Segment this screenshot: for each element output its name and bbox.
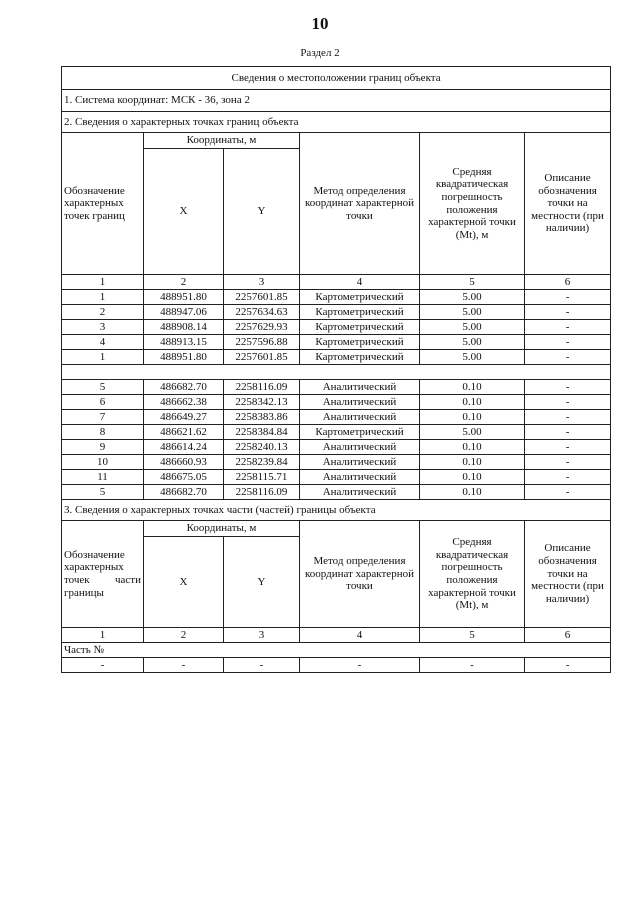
point-y: 2258115.71 bbox=[224, 470, 300, 485]
point-method: Аналитический bbox=[300, 440, 420, 455]
point-id: 10 bbox=[62, 455, 144, 470]
col-number: 5 bbox=[420, 628, 525, 643]
point-description: - bbox=[525, 350, 611, 365]
point-row bbox=[62, 425, 611, 440]
col-number: 1 bbox=[62, 275, 144, 290]
point-description: - bbox=[525, 410, 611, 425]
point-x: 486662.38 bbox=[144, 395, 224, 410]
col-number: 3 bbox=[224, 628, 300, 643]
header-coordinates: Координаты, м bbox=[144, 133, 300, 149]
point-x: 488951.80 bbox=[144, 350, 224, 365]
col-number: 6 bbox=[525, 275, 611, 290]
part-label: Часть № bbox=[62, 643, 611, 658]
part-cell: - bbox=[224, 658, 300, 673]
point-row bbox=[62, 410, 611, 425]
point-id: 3 bbox=[62, 320, 144, 335]
point-x: 486621.62 bbox=[144, 425, 224, 440]
part-cell: - bbox=[144, 658, 224, 673]
point-row bbox=[62, 485, 611, 500]
point-method: Аналитический bbox=[300, 485, 420, 500]
point-id: 1 bbox=[62, 290, 144, 305]
col-number: 4 bbox=[300, 275, 420, 290]
point-y: 2257629.93 bbox=[224, 320, 300, 335]
section-label: Раздел 2 bbox=[300, 47, 340, 59]
point-y: 2258383.86 bbox=[224, 410, 300, 425]
point-x: 486682.70 bbox=[144, 380, 224, 395]
point-method: Аналитический bbox=[300, 410, 420, 425]
point-method: Картометрический bbox=[300, 305, 420, 320]
point-row bbox=[62, 470, 611, 485]
point-accuracy: 5.00 bbox=[420, 290, 525, 305]
point-row bbox=[62, 380, 611, 395]
header-method: Метод определения координат характерной точки bbox=[300, 133, 420, 275]
point-description: - bbox=[525, 440, 611, 455]
point-id: 4 bbox=[62, 335, 144, 350]
point-accuracy: 5.00 bbox=[420, 425, 525, 440]
page-number: 10 bbox=[311, 14, 329, 33]
col-number: 5 bbox=[420, 275, 525, 290]
point-y: 2257601.85 bbox=[224, 290, 300, 305]
point-row bbox=[62, 320, 611, 335]
point-y: 2258240.13 bbox=[224, 440, 300, 455]
point-id: 5 bbox=[62, 485, 144, 500]
point-row bbox=[62, 305, 611, 320]
point-method: Аналитический bbox=[300, 395, 420, 410]
point-id: 6 bbox=[62, 395, 144, 410]
point-x: 486614.24 bbox=[144, 440, 224, 455]
point-description: - bbox=[525, 395, 611, 410]
point-row bbox=[62, 350, 611, 365]
point-description: - bbox=[525, 485, 611, 500]
point-y: 2258342.13 bbox=[224, 395, 300, 410]
col-number: 6 bbox=[525, 628, 611, 643]
part-cell: - bbox=[62, 658, 144, 673]
point-method: Аналитический bbox=[300, 470, 420, 485]
header-x: X bbox=[144, 149, 224, 275]
point-accuracy: 0.10 bbox=[420, 440, 525, 455]
section2-title: 2. Сведения о характерных точках границ объекта bbox=[62, 112, 611, 133]
point-accuracy: 0.10 bbox=[420, 470, 525, 485]
col-number: 2 bbox=[144, 275, 224, 290]
point-method: Картометрический bbox=[300, 350, 420, 365]
part-cell: - bbox=[525, 658, 611, 673]
header3-accuracy: Средняя квадратическая погрешность положения характерной точки (Mt), м bbox=[420, 521, 525, 628]
point-y: 2257601.85 bbox=[224, 350, 300, 365]
point-y: 2258239.84 bbox=[224, 455, 300, 470]
point-accuracy: 0.10 bbox=[420, 455, 525, 470]
col-number: 2 bbox=[144, 628, 224, 643]
point-description: - bbox=[525, 470, 611, 485]
header-y: Y bbox=[224, 149, 300, 275]
point-method: Аналитический bbox=[300, 380, 420, 395]
table-title: Сведения о местоположении границ объекта bbox=[62, 67, 611, 90]
point-row bbox=[62, 290, 611, 305]
point-x: 486660.93 bbox=[144, 455, 224, 470]
point-id: 11 bbox=[62, 470, 144, 485]
boundary-table-container bbox=[61, 66, 610, 673]
point-description: - bbox=[525, 305, 611, 320]
header-accuracy: Средняя квадратическая погрешность положения характерной точки (Mt), м bbox=[420, 133, 525, 275]
point-method: Картометрический bbox=[300, 425, 420, 440]
point-accuracy: 5.00 bbox=[420, 335, 525, 350]
point-x: 486675.05 bbox=[144, 470, 224, 485]
point-description: - bbox=[525, 425, 611, 440]
point-row bbox=[62, 455, 611, 470]
header3-coordinates: Координаты, м bbox=[144, 521, 300, 537]
header3-y: Y bbox=[224, 537, 300, 628]
point-description: - bbox=[525, 320, 611, 335]
point-method: Картометрический bbox=[300, 320, 420, 335]
header-point-designation: Обозначение характерных точек границ bbox=[62, 133, 144, 275]
point-row bbox=[62, 440, 611, 455]
point-x: 488908.14 bbox=[144, 320, 224, 335]
point-y: 2258384.84 bbox=[224, 425, 300, 440]
col-number: 1 bbox=[62, 628, 144, 643]
point-x: 488913.15 bbox=[144, 335, 224, 350]
col-number: 3 bbox=[224, 275, 300, 290]
boundary-table bbox=[61, 66, 611, 673]
point-id: 8 bbox=[62, 425, 144, 440]
point-accuracy: 0.10 bbox=[420, 410, 525, 425]
point-accuracy: 0.10 bbox=[420, 380, 525, 395]
point-description: - bbox=[525, 290, 611, 305]
point-accuracy: 5.00 bbox=[420, 305, 525, 320]
point-accuracy: 5.00 bbox=[420, 320, 525, 335]
point-description: - bbox=[525, 335, 611, 350]
point-y: 2257634.63 bbox=[224, 305, 300, 320]
point-id: 1 bbox=[62, 350, 144, 365]
point-x: 488947.06 bbox=[144, 305, 224, 320]
point-id: 7 bbox=[62, 410, 144, 425]
section3-title: 3. Сведения о характерных точках части (частей) границы объекта bbox=[62, 500, 611, 521]
point-description: - bbox=[525, 380, 611, 395]
point-x: 488951.80 bbox=[144, 290, 224, 305]
header3-x: X bbox=[144, 537, 224, 628]
coord-system: 1. Система координат: МСК - 36, зона 2 bbox=[62, 90, 611, 112]
contour-separator-row bbox=[62, 365, 611, 380]
point-y: 2257596.88 bbox=[224, 335, 300, 350]
col-number: 4 bbox=[300, 628, 420, 643]
part-cell: - bbox=[300, 658, 420, 673]
point-x: 486649.27 bbox=[144, 410, 224, 425]
point-accuracy: 0.10 bbox=[420, 485, 525, 500]
point-id: 9 bbox=[62, 440, 144, 455]
point-y: 2258116.09 bbox=[224, 380, 300, 395]
point-accuracy: 0.10 bbox=[420, 395, 525, 410]
header-description: Описание обозначения точки на местности (при наличии) bbox=[525, 133, 611, 275]
point-method: Аналитический bbox=[300, 455, 420, 470]
header3-point-designation: Обозначение характерных точек части границы bbox=[62, 521, 144, 628]
point-method: Картометрический bbox=[300, 290, 420, 305]
part-cell: - bbox=[420, 658, 525, 673]
point-y: 2258116.09 bbox=[224, 485, 300, 500]
point-row bbox=[62, 395, 611, 410]
point-id: 2 bbox=[62, 305, 144, 320]
point-row bbox=[62, 335, 611, 350]
point-accuracy: 5.00 bbox=[420, 350, 525, 365]
header3-description: Описание обозначения точки на местности (при наличии) bbox=[525, 521, 611, 628]
header3-method: Метод определения координат характерной точки bbox=[300, 521, 420, 628]
point-description: - bbox=[525, 455, 611, 470]
point-id: 5 bbox=[62, 380, 144, 395]
point-x: 486682.70 bbox=[144, 485, 224, 500]
point-method: Картометрический bbox=[300, 335, 420, 350]
